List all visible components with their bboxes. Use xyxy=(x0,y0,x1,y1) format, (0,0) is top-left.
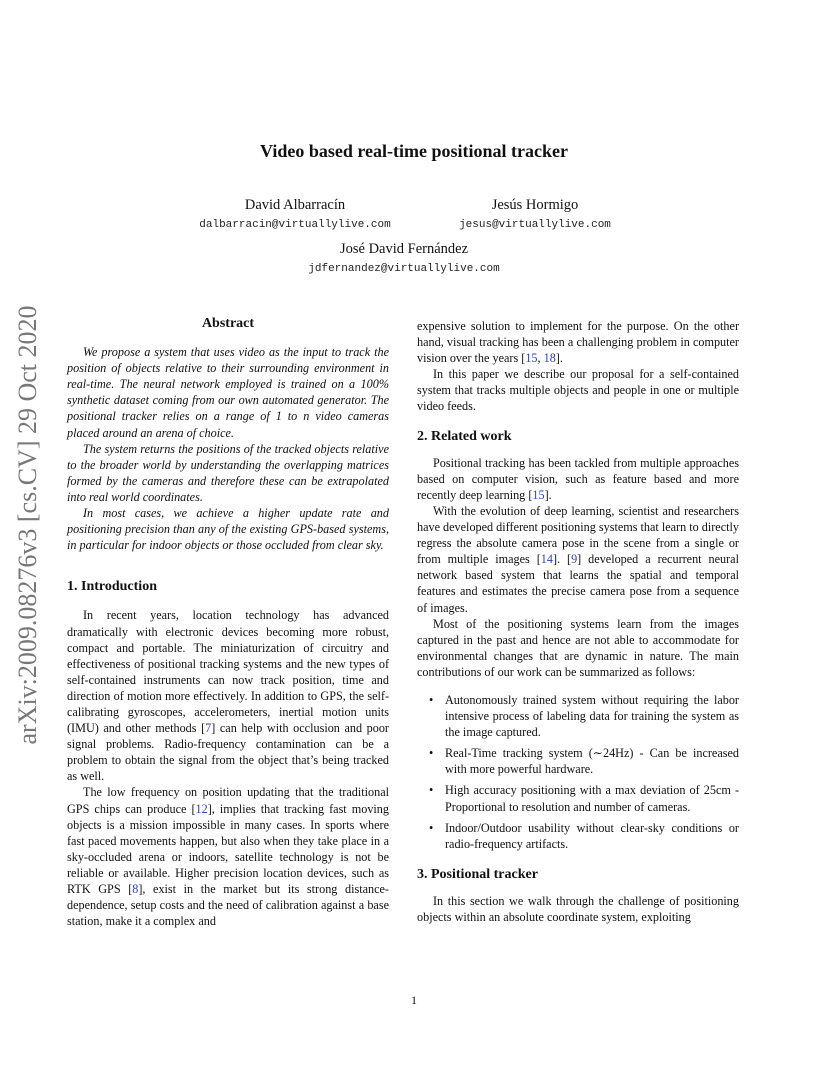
body-paragraph: In this section we walk through the challenge of positioning objects within an absolute coordinate system, exploiting xyxy=(417,893,739,924)
arxiv-stamp: arXiv:2009.08276v3 [cs.CV] 29 Oct 2020 xyxy=(13,305,42,745)
author-email: jesus@virtuallylive.com xyxy=(459,219,611,231)
citation-link[interactable]: 9 xyxy=(571,552,578,567)
body-paragraph: expensive solution to implement for the purpose. On the other hand, visual tracking has been a challenging problem in computer vision over the years [15, 18]. xyxy=(417,319,739,366)
abstract-heading: Abstract xyxy=(201,316,255,331)
citation-link[interactable]: 15 xyxy=(532,487,545,502)
list-item: • Autonomously trained system without requiring the labor intensive process of labeling data for training the system as the image captured. xyxy=(417,692,739,740)
left-column xyxy=(67,316,389,929)
abstract-paragraph: The system returns the positions of the tracked objects relative to the broader world by understanding the overlapping matrices formed by the cameras and therefore these can be extrapolated into real world coordinates. xyxy=(67,441,389,504)
section-heading: 3. Positional tracker xyxy=(417,866,538,882)
paper-title: Video based real-time positional tracker xyxy=(260,141,568,161)
body-paragraph: With the evolution of deep learning, scientist and researchers have developed different positioning systems that learn to directly regress the absolute camera pose in the scene from a single or from multiple images [14]. [9] developed a recurrent neural network based system that learns the spatial and temporal features and estimates the precise camera pose from a sequence of images. xyxy=(417,503,739,615)
body-paragraph: Positional tracking has been tackled from multiple approaches based on computer vision, such as feature based and more recently deep learning [15]. xyxy=(417,455,739,502)
abstract-paragraph: In most cases, we achieve a higher update rate and positioning precision than any of the existing GPS-based systems, in particular for indoor objects or those occluded from clear sky. xyxy=(67,506,389,553)
citation-link[interactable]: 15 xyxy=(525,351,538,366)
body-paragraph: The low frequency on position updating that the traditional GPS chips can produce [12], implies that tracking fast moving objects is a mission impossible in many cases. In sports where fast paced movements happen, but also when they take place in a sky-occluded arena or indoors, satellite technology is not be reliable or available. Higher precision location devices, such as RTK GPS [8], exist in the market but its strong distance-dependence, setup costs and the need of calibration against a base station, make it a complex and xyxy=(67,785,389,929)
author-name: David Albarracín xyxy=(244,197,346,213)
citation-link[interactable]: 12 xyxy=(195,801,208,816)
author-email: jdfernandez@virtuallylive.com xyxy=(308,263,500,275)
page-number: 1 xyxy=(411,993,417,1007)
body-paragraph: Most of the positioning systems learn from the images captured in the past and hence are not able to accommodate for environmental changes that are dynamic in nature. The main contributions of our work can be summarized as follows: xyxy=(417,616,739,679)
contributions-list xyxy=(417,692,739,852)
list-item: • High accuracy positioning with a max deviation of 25cm - Proportional to resolution and number of cameras. xyxy=(417,782,739,814)
abstract-paragraph: We propose a system that uses video as the input to track the position of objects relative to their surrounding environment in real-time. The neural network employed is trained on a 100% synthetic dataset coming from our own automated generator. The positional tracker relies on a range of 1 to n video cameras placed around an arena of choice. xyxy=(67,345,389,440)
citation-link[interactable]: 18 xyxy=(543,351,556,366)
section-heading: 2. Related work xyxy=(417,428,512,444)
author-name: José David Fernández xyxy=(339,241,469,257)
body-paragraph: In this paper we describe our proposal for a self-contained system that tracks multiple objects and people in one or multiple video feeds. xyxy=(417,367,739,414)
section-heading: 1. Introduction xyxy=(67,579,157,595)
citation-link[interactable]: 7 xyxy=(205,721,212,736)
body-paragraph: In recent years, location technology has advanced dramatically with electronic devices becoming more robust, compact and portable. The miniaturization of circuitry and effectiveness of positional tracking systems and the new types of self-contained instruments can now track position, time and direction of motion more effectively. In addition to GPS, the self-calibrating gyroscopes, accelerometers, inertial motion units (IMU) and other methods [7] can help with occlusion and poor signal problems. Radio-frequency contamination can be a problem to obtain the signal from the object that’s being tracked as well. xyxy=(67,608,389,784)
right-column xyxy=(417,318,739,925)
citation-link[interactable]: 8 xyxy=(132,882,139,896)
author-name: Jesús Hormigo xyxy=(491,197,579,213)
list-item: • Real-Time tracking system (∼24Hz) - Can be increased with more powerful hardware. xyxy=(417,745,739,777)
author-email: dalbarracin@virtuallylive.com xyxy=(199,219,391,231)
citation-link[interactable]: 14 xyxy=(540,552,553,567)
list-item: • Indoor/Outdoor usability without clear-sky conditions or radio-frequency artifacts. xyxy=(417,820,739,852)
